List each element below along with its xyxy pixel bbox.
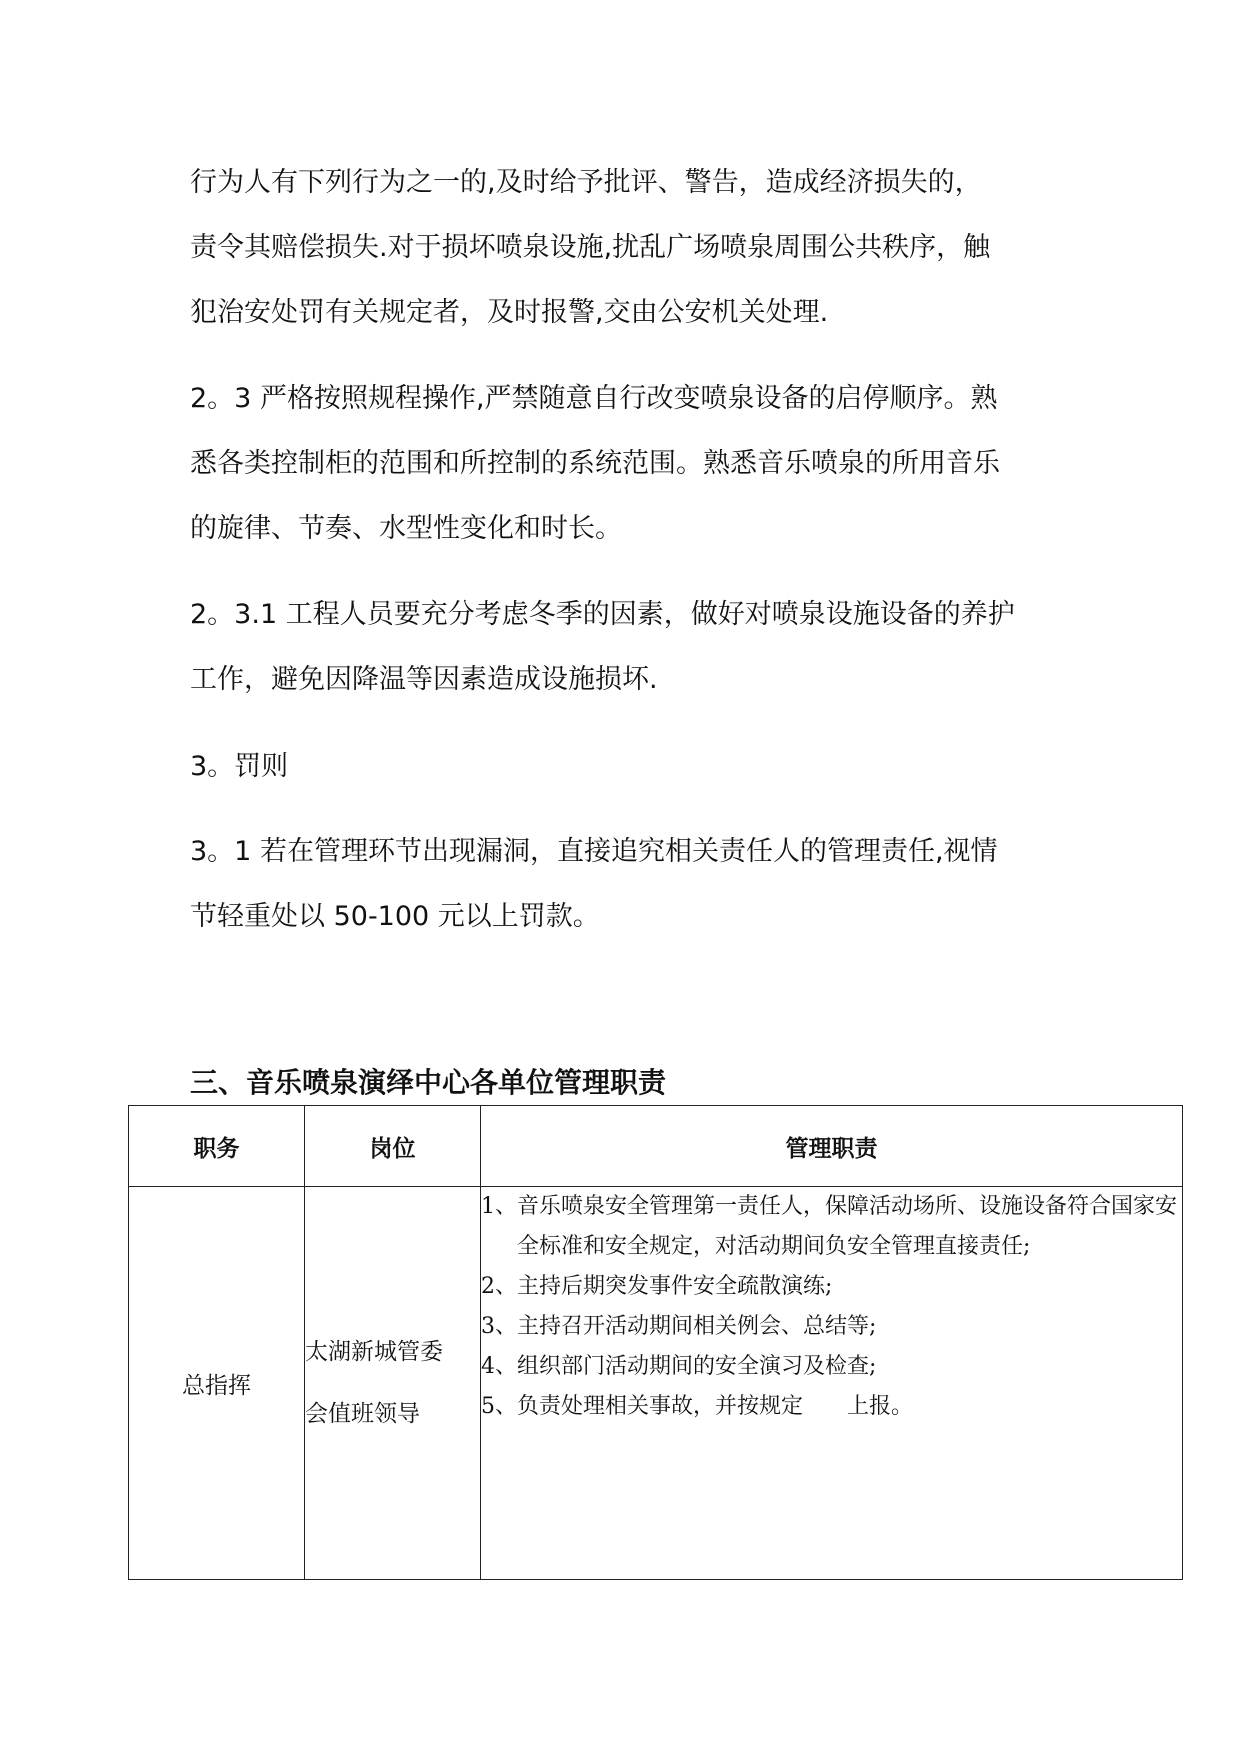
paragraph-line: 行为人有下列行为之一的,及时给予批评、警告，造成经济损失的，	[190, 167, 982, 198]
duty-number: 1、	[481, 1194, 517, 1219]
duty-number: 3、	[481, 1314, 517, 1339]
paragraph-2-3-operation-rules	[190, 366, 1070, 561]
duty-text: 组织部门活动期间的安全演习及检查;	[517, 1354, 877, 1379]
post-cell	[305, 1187, 481, 1580]
duty-number: 2、	[481, 1274, 517, 1299]
column-header-duties: 管理职责	[481, 1106, 1183, 1187]
duty-table	[128, 1105, 1183, 1580]
column-header-post: 岗位	[305, 1106, 481, 1187]
section-heading: 三、音乐喷泉演绎中心各单位管理职责	[190, 1066, 667, 1099]
role-cell: 总指挥	[129, 1187, 305, 1580]
paragraph-line: 2。3 严格按照规程操作,严禁随意自行改变喷泉设备的启停顺序。熟	[190, 383, 998, 414]
duty-list	[481, 1187, 1182, 1427]
duty-item	[481, 1307, 1182, 1347]
paragraph-line: 2。3.1 工程人员要充分考虑冬季的因素，做好对喷泉设施设备的养护	[190, 599, 1015, 630]
post-line: 会值班领导	[305, 1401, 420, 1427]
duty-number: 4、	[481, 1354, 517, 1379]
paragraph-line: 3。1 若在管理环节出现漏洞，直接追究相关责任人的管理责任,视情	[190, 836, 998, 867]
duty-text: 音乐喷泉安全管理第一责任人，保障活动场所、设施设备符合国家安全标准和安全规定，对活动期间负安全管理直接责任;	[517, 1194, 1178, 1259]
duty-item	[481, 1347, 1182, 1387]
duty-text: 主持后期突发事件安全疏散演练;	[517, 1274, 833, 1299]
paragraph-2-3-1-winter-maintenance	[190, 582, 1070, 712]
duty-item	[481, 1387, 1182, 1427]
duty-text: 负责处理相关事故，并按规定 上报。	[517, 1394, 914, 1419]
post-line: 太湖新城管委	[305, 1339, 443, 1365]
paragraph-3-1-fine	[190, 819, 1070, 949]
table-header-row	[129, 1106, 1183, 1187]
paragraph-3-penalty-heading	[190, 734, 1070, 799]
duty-item	[481, 1187, 1182, 1267]
duties-cell	[481, 1187, 1183, 1580]
paragraph-line: 工作，避免因降温等因素造成设施损坏.	[190, 664, 658, 695]
table-row	[129, 1187, 1183, 1580]
paragraph-line: 犯治安处罚有关规定者，及时报警,交由公安机关处理.	[190, 297, 829, 328]
paragraph-line: 的旋律、节奏、水型性变化和时长。	[190, 513, 622, 544]
duty-number: 5、	[481, 1394, 517, 1419]
paragraph-line: 责令其赔偿损失.对于损坏喷泉设施,扰乱广场喷泉周围公共秩序，触	[190, 232, 991, 263]
duty-text: 主持召开活动期间相关例会、总结等;	[517, 1314, 877, 1339]
column-header-role: 职务	[129, 1106, 305, 1187]
paragraph-line: 节轻重处以 50-100 元以上罚款。	[190, 901, 600, 932]
paragraph-line: 3。罚则	[190, 751, 289, 782]
duty-item	[481, 1267, 1182, 1307]
paragraph-penalty-behaviour	[190, 150, 1070, 345]
paragraph-line: 悉各类控制柜的范围和所控制的系统范围。熟悉音乐喷泉的所用音乐	[190, 448, 1000, 479]
